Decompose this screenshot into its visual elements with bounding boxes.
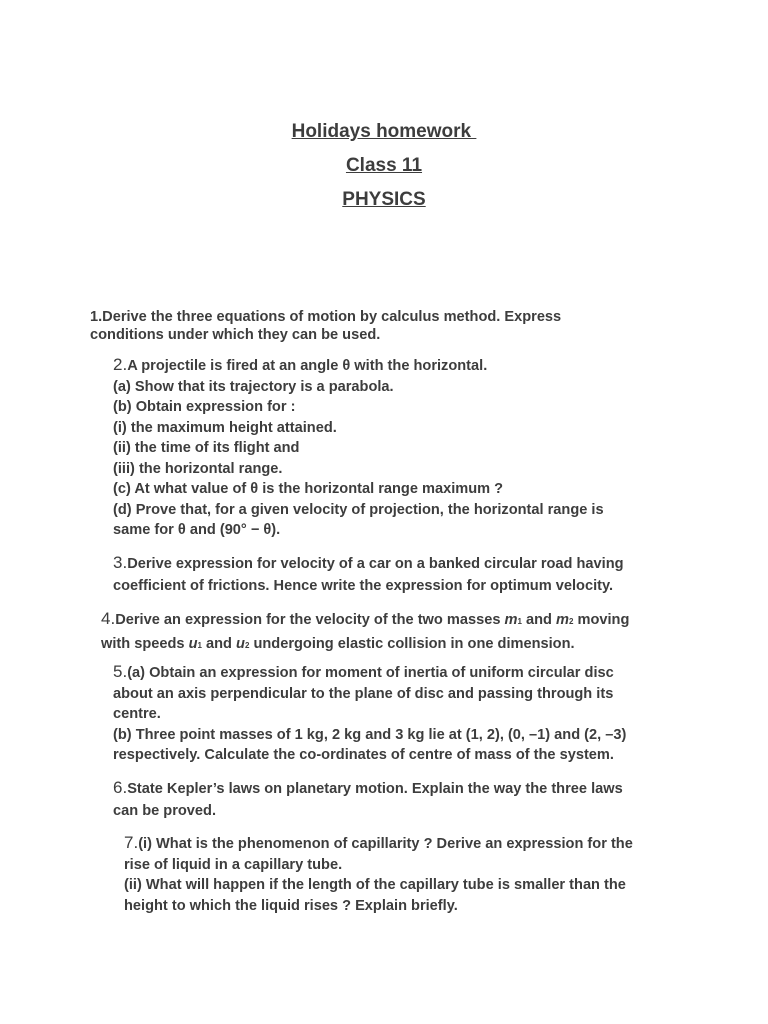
question-text: can be proved. (113, 803, 216, 819)
mass-symbol: m (556, 612, 569, 628)
question-text: (ii) the time of its flight and (113, 440, 300, 456)
question-2 (113, 355, 604, 541)
question-4 (101, 608, 629, 657)
question-text: Derive expression for velocity of a car on a banked circular road having (127, 556, 624, 572)
question-number: 4. (101, 609, 116, 628)
question-text: height to which the liquid rises ? Explain briefly. (124, 897, 458, 914)
question-text: same for θ and (90° − θ). (113, 522, 281, 538)
question-text: rise of liquid in a capillary tube. (124, 856, 343, 873)
question-text: (a) Obtain an expression for moment of inertia of uniform circular disc (127, 665, 614, 681)
question-number: 7. (124, 833, 139, 852)
question-text: A projectile is fired at an angle θ with the horizontal. (127, 358, 488, 374)
question-text: moving (573, 612, 630, 628)
heading-subject: PHYSICS (342, 189, 426, 210)
question-text: (ii) What will happen if the length of the capillary tube is smaller than the (124, 877, 626, 893)
mass-symbol: m (504, 612, 518, 628)
question-text: (i) the maximum height attained. (113, 419, 337, 436)
question-number: 5. (113, 662, 128, 681)
speed-symbol: u (236, 636, 245, 652)
question-text: State Kepler’s laws on planetary motion. Explain the way the three laws (127, 781, 623, 797)
question-text: Derive an expression for the velocity of the two masses (115, 612, 505, 628)
question-text: (b) Obtain expression for : (113, 399, 296, 415)
question-number: 2. (113, 355, 128, 374)
heading-holidays-homework: Holidays homework (291, 121, 477, 142)
question-text: about an axis perpendicular to the plane of disc and passing through its (113, 685, 614, 702)
subscript: 2 (244, 641, 250, 650)
question-number: 1. (90, 309, 103, 325)
question-text: (d) Prove that, for a given velocity of projection, the horizontal range is (113, 501, 604, 518)
question-text: respectively. Calculate the co-ordinates of centre of mass of the system. (113, 747, 614, 763)
question-text: and (521, 612, 556, 628)
question-7 (124, 833, 633, 916)
question-text: and (201, 636, 237, 652)
question-1 (90, 308, 561, 344)
question-text: (a) Show that its trajectory is a parabola. (113, 378, 394, 395)
question-text: (b) Three point masses of 1 kg, 2 kg and 3 kg lie at (1, 2), (0, –1) and (2, –3) (113, 726, 627, 743)
question-5 (113, 662, 626, 766)
heading-class: Class 11 (345, 155, 423, 176)
question-text: (i) What is the phenomenon of capillarity ? Derive an expression for the (138, 836, 633, 852)
speed-symbol: u (188, 636, 198, 652)
question-number: 6. (113, 778, 128, 797)
question-text: Derive the three equations of motion by calculus method. Express (102, 309, 562, 325)
subscript: 2 (568, 617, 574, 626)
question-3 (113, 552, 624, 597)
question-text: coefficient of frictions. Hence write the expression for optimum velocity. (113, 578, 614, 594)
question-text: (iii) the horizontal range. (113, 460, 283, 477)
question-text: conditions under which they can be used. (90, 327, 381, 343)
question-text: undergoing elastic collision in one dimension. (249, 636, 575, 652)
question-text: with speeds (101, 636, 189, 652)
question-number: 3. (113, 553, 128, 572)
question-text: centre. (113, 706, 161, 722)
question-text: (c) At what value of θ is the horizontal range maximum ? (113, 481, 504, 497)
subscript: 1 (197, 641, 202, 650)
subscript: 1 (517, 617, 522, 626)
question-6 (113, 777, 623, 822)
